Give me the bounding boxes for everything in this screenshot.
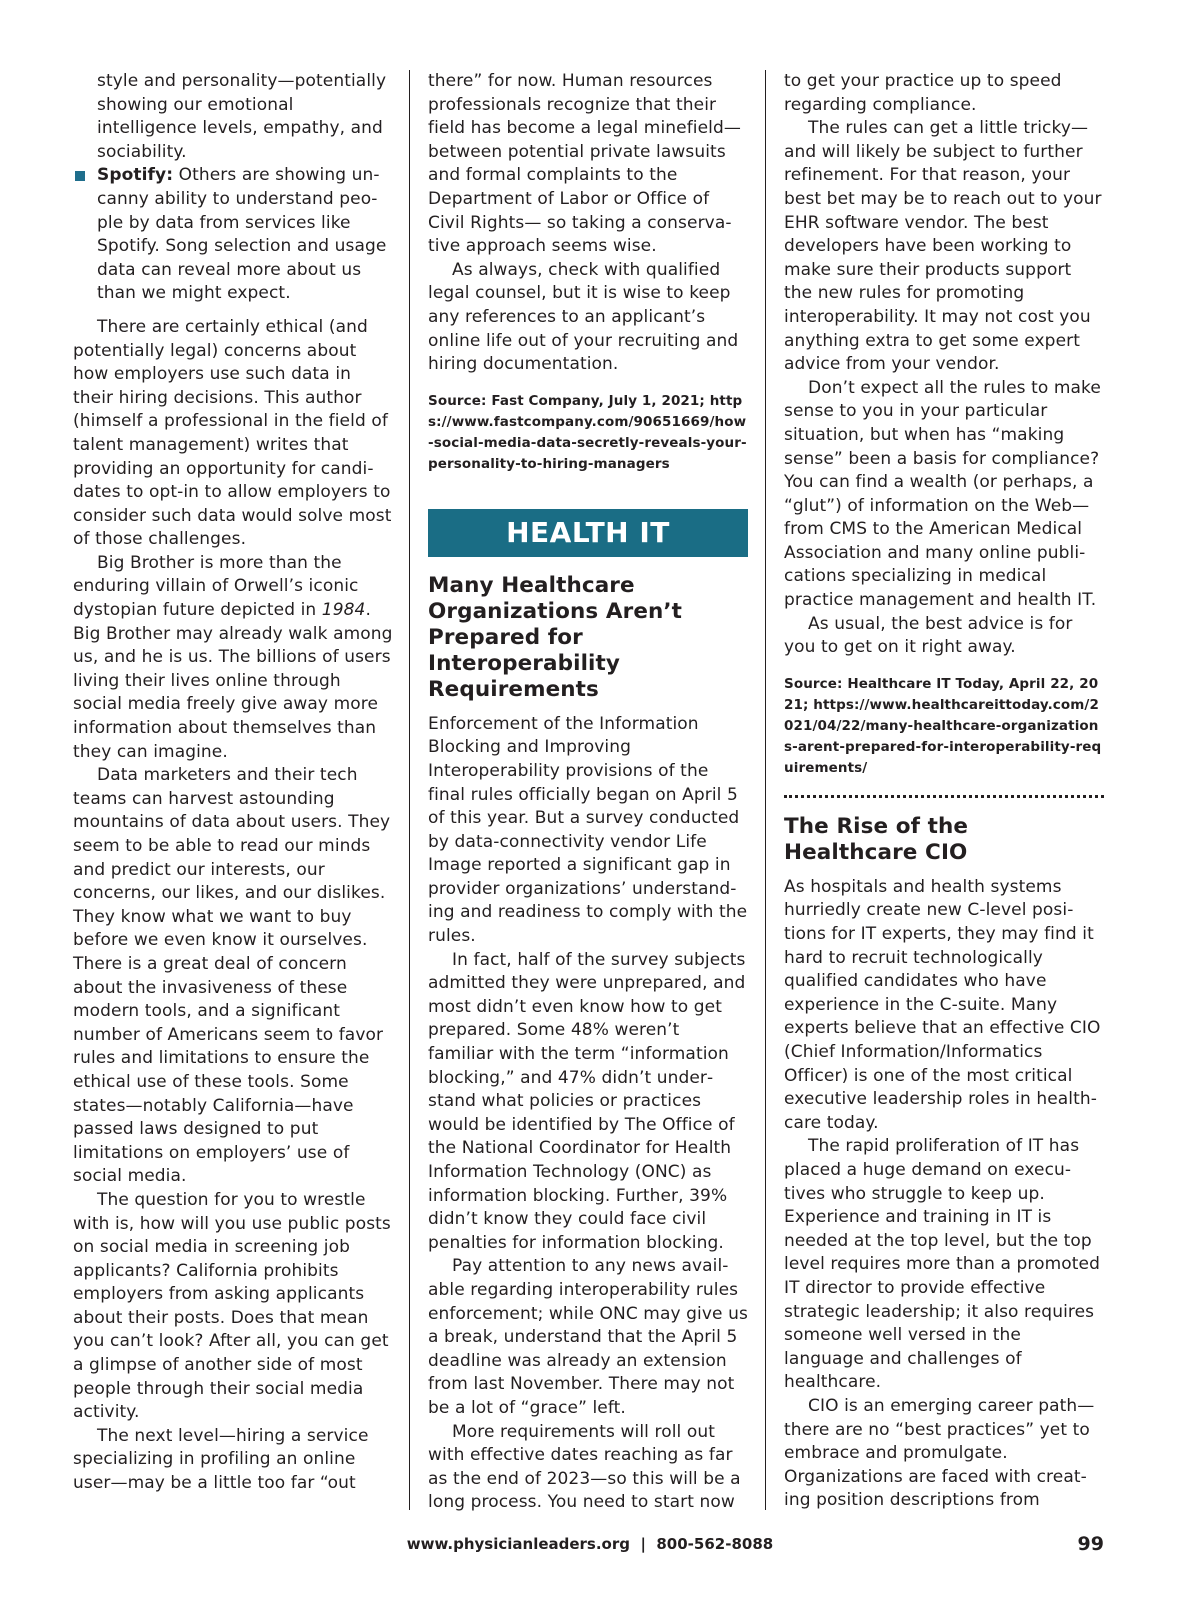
text: Big Brother is more than the enduring villain of Orwell’s iconic dystopian future depicted in (73, 552, 359, 621)
list-item-spotify (73, 164, 393, 306)
bullet-label: Spotify: (97, 165, 174, 186)
column-2 (428, 70, 748, 1515)
paragraph: The next level—hiring a service specializing in profiling an online user—may be a little too far “out (73, 1425, 369, 1494)
paragraph (73, 552, 393, 764)
paragraph: The question for you to wrestle with is, how will you use public posts on social media in screening job applicants? California prohibits employers from asking applicants about their posts. Does that mean you can’t look? After all, you can get a glimpse of another side of most people through their social media activity. (73, 1189, 391, 1423)
paragraph: As usual, the best advice is for you to get on it right away. (784, 613, 1073, 658)
column-rule-right (765, 70, 766, 1510)
column-rule-left (409, 70, 410, 1510)
paragraph: The rules can get a little tricky—and will likely be subject to further refinement. For that reason, your best bet may be to reach out to your EHR software vendor. The best developers have been working to make sure their products support the new rules for promoting interoperability. It may not cost you anything extra to get some expert advice from your vendor. (784, 118, 1102, 375)
book-title: 1984 (321, 600, 366, 621)
source-citation: Source: Healthcare IT Today, April 22, 2021; https://www.healthcareittoday.com/2021/04/22/many-healthcare-organizations-arent-prepared-for-interoperability-requirements/ (784, 675, 1102, 776)
paragraph: As hospitals and health systems hurriedly create new C-level positions for IT experts, they may find it hard to recruit technologically qualified candidates who have experience in the C-suite. Many experts believe that an effective CIO (Chief Information/Informatics Officer) is one of the most critical executive leadership roles in healthcare today. (784, 876, 1101, 1133)
paragraph: As always, check with qualified legal counsel, but it is wise to keep any references to an applicant’s online life out of your recruiting and hiring documentation. (428, 259, 739, 375)
square-bullet-icon (75, 171, 85, 181)
paragraph: More requirements will roll out with effective dates reaching as far as the end of 2023—so this will be a long process. You need to start now (428, 1421, 741, 1513)
paragraph: There are certainly ethical (and potentially legal) concerns about how employers use such data in their hiring decisions. This author (himself a professional in the field of talent management) writes that providing an opportunity for candidates to opt-in to allow employers to consider such data would solve most of those challenges. (73, 316, 392, 550)
page-number: 99 (1077, 1533, 1104, 1555)
list-continuation (73, 70, 393, 164)
paragraph: The rapid proliferation of IT has placed a huge demand on executives who struggle to keep up. Experience and training in IT is needed at the top level, but the top level requires more than a promoted IT director to provide effective strategic leadership; it also requires someone well versed in the language and challenges of healthcare. (784, 1136, 1101, 1393)
article-headline: The Rise of the Healthcare CIO (784, 813, 969, 865)
paragraph: CIO is an emerging career path—there are no “best practices” yet to embrace and promulgate. Organizations are faced with creating position descriptions from (784, 1395, 1095, 1511)
paragraph: Enforcement of the Information Blocking and Improving Interoperability provisions of the final rules officially began on April 5 of this year. But a survey conducted by data-connectivity vendor Life Image reported a significant gap in provider organizations’ understanding and readiness to comply with the rules. (428, 713, 748, 947)
footer-url: www.physicianleaders.org | 800-562-8088 (406, 1535, 774, 1553)
page-footer (0, 1532, 1200, 1556)
section-banner: HEALTH IT (428, 509, 748, 557)
column-1 (73, 70, 393, 1496)
paragraph: to get your practice up to speed regarding compliance. (784, 71, 1062, 115)
paragraph: Data marketers and their tech teams can harvest astounding mountains of data about users. They seem to be able to read our minds and predict our interests, our concerns, our likes, and our dislikes. They know what we want to buy before we even know it ourselves. There is a great deal of concern about the invasiveness of these modern tools, and a significant number of Americans seem to favor rules and limitations to ensure the ethical use of these tools. Some states—notably California—have passed laws designed to put limitations on employers’ use of social media. (73, 765, 391, 1187)
paragraph: Pay attention to any news available regarding interoperability rules enforcement; while ONC may give us a break, understand that the April 5 deadline was already an extension from last November. There may not be a lot of “grace” left. (428, 1256, 748, 1418)
source-citation: Source: Fast Company, July 1, 2021; https://www.fastcompany.com/90651669/how-social-media-data-secretly-reveals-your-personality-to-hiring-managers (428, 392, 747, 472)
paragraph: Don’t expect all the rules to make sense to you in your particular situation, but when has “making sense” been a basis for compliance? You can find a wealth (or perhaps, a “glut”) of information on the Web—from CMS to the American Medical Association and many online publications specializing in medical practice management and health IT. (784, 377, 1101, 611)
column-3 (784, 70, 1104, 1513)
list-item-continued: style and personality—potentially showing our emotional intelligence levels, empathy, and sociability. (97, 71, 387, 162)
paragraph: In fact, half of the survey subjects admitted they were unprepared, and most didn’t even know how to get prepared. Some 48% weren’t familiar with the term “information blocking,” and 47% didn’t understand what policies or practices would be identified by The Office of the National Coordinator for Health Information Technology (ONC) as information blocking. Further, 39% didn’t know they could face civil penalties for information blocking. (428, 949, 746, 1253)
bullet-text: Others are showing uncanny ability to understand people by data from services like Spotify. Song selection and usage data can reveal more about us than we might expect. (97, 165, 387, 304)
dotted-divider (784, 795, 1104, 798)
article-headline: Many Healthcare Organizations Aren’t Prepared for Interoperability Requirements (428, 572, 683, 702)
paragraph: there” for now. Human resources professionals recognize that their field has become a legal minefield—between potential private lawsuits and formal complaints to the Department of Labor or Office of Civil Rights— so taking a conservative approach seems wise. (428, 71, 741, 257)
text: . Big Brother may already walk among us, and he is us. The billions of users living their lives online through social media freely give away more information about themselves than they can imagine. (73, 600, 393, 762)
